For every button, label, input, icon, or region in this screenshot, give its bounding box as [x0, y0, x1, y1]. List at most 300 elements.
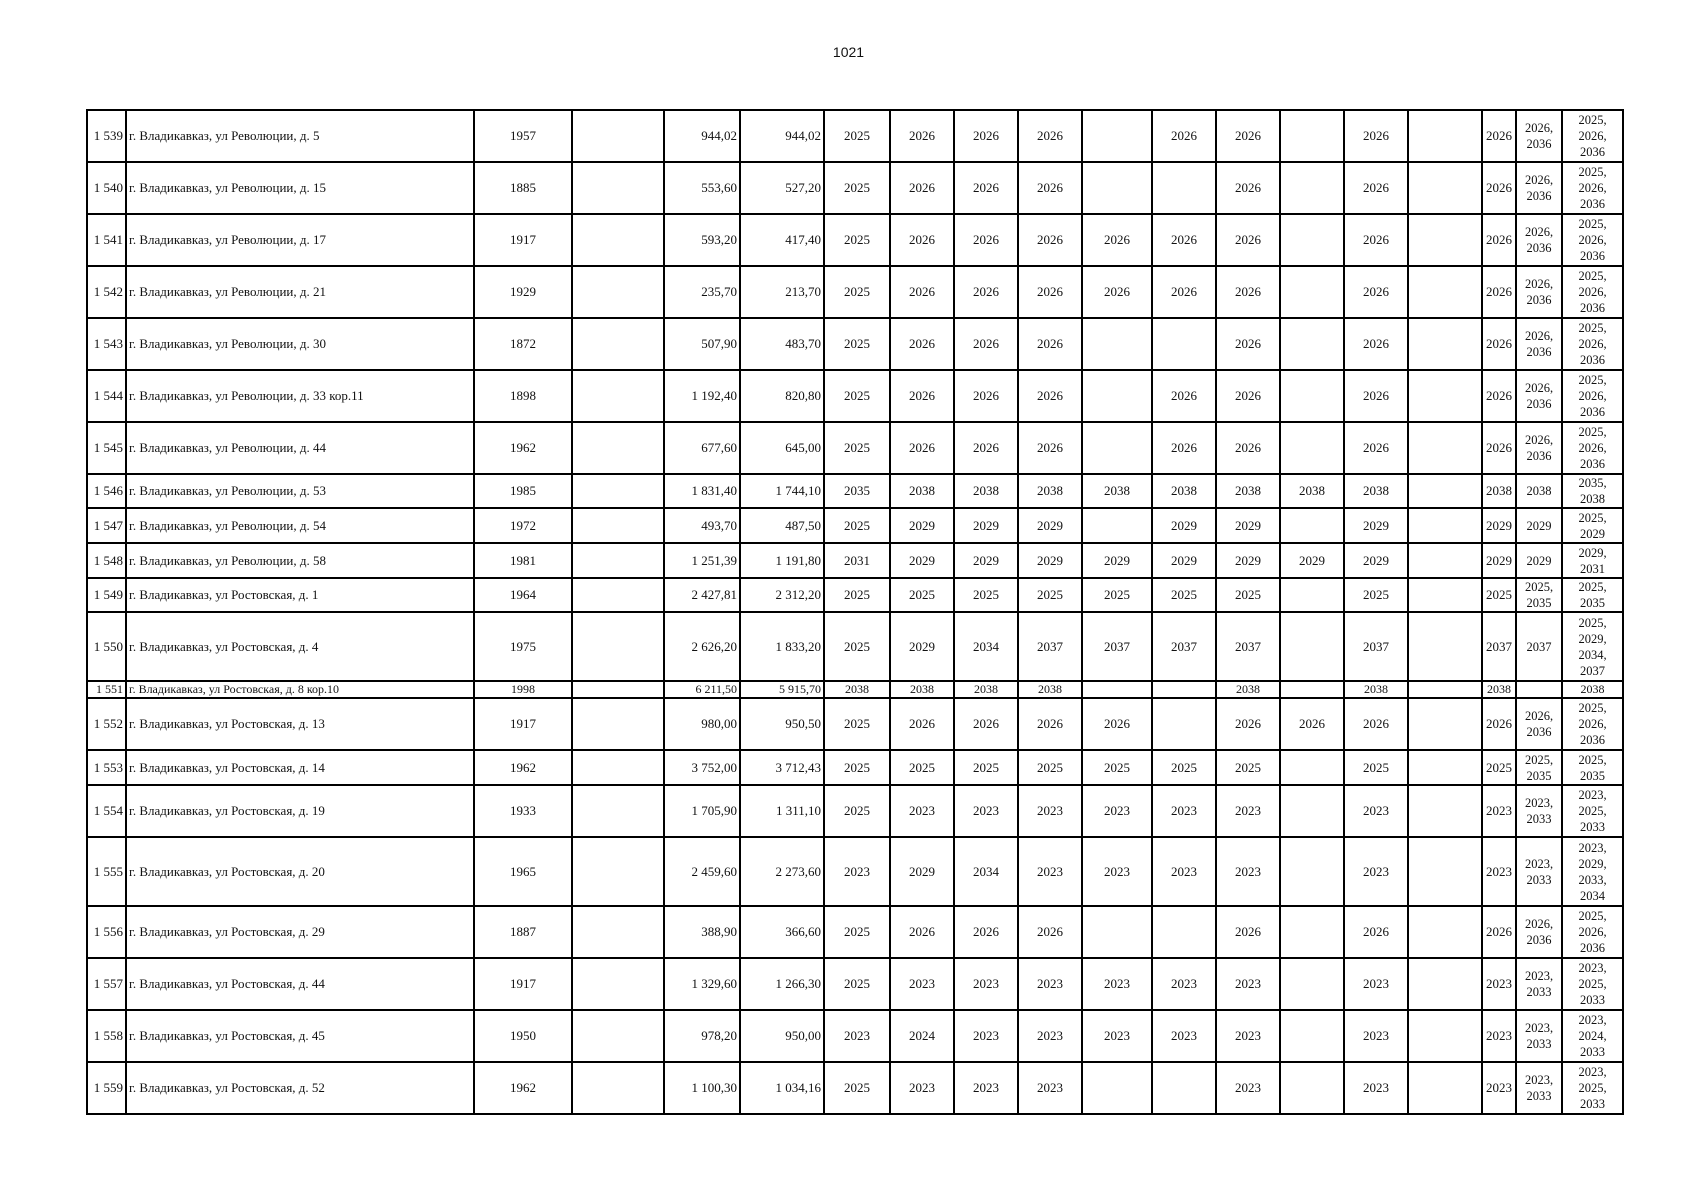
cell-year-10: [1408, 1062, 1482, 1114]
cell-year-7: 2026: [1216, 698, 1280, 750]
cell-year-8: [1280, 162, 1344, 214]
cell-year-6: 2037: [1152, 612, 1216, 681]
cell-year-2: 2026: [890, 266, 954, 318]
cell-address: г. Владикавказ, ул Революции, д. 30: [126, 318, 474, 370]
cell-year-3: 2026: [954, 214, 1018, 266]
cell-area-living: 1 034,16: [740, 1062, 824, 1114]
cell-blank: [572, 1062, 664, 1114]
cell-year-5: [1082, 906, 1152, 958]
cell-year-6: 2025: [1152, 578, 1216, 612]
cell-area-living: 527,20: [740, 162, 824, 214]
cell-blank: [572, 110, 664, 162]
table-row: [87, 508, 1623, 543]
cell-year-9: 2023: [1344, 1010, 1408, 1062]
cell-year-10: [1408, 681, 1482, 698]
cell-year-13: 2029, 2031: [1562, 543, 1623, 578]
cell-year-11: 2029: [1482, 543, 1516, 578]
cell-row-number: 1 557: [87, 958, 126, 1010]
cell-address: г. Владикавказ, ул Революции, д. 33 кор.11: [126, 370, 474, 422]
cell-year-4: 2026: [1018, 698, 1082, 750]
cell-year-built: 1962: [474, 422, 572, 474]
cell-year-8: [1280, 508, 1344, 543]
cell-blank: [572, 162, 664, 214]
cell-year-12: 2038: [1516, 474, 1562, 508]
cell-year-4: 2023: [1018, 837, 1082, 906]
cell-row-number: 1 549: [87, 578, 126, 612]
table-row: [87, 110, 1623, 162]
cell-year-3: 2025: [954, 750, 1018, 785]
cell-year-1: 2025: [824, 370, 890, 422]
cell-year-built: 1981: [474, 543, 572, 578]
cell-year-7: 2037: [1216, 612, 1280, 681]
cell-year-7: 2029: [1216, 508, 1280, 543]
cell-year-8: [1280, 266, 1344, 318]
cell-year-12: 2025, 2035: [1516, 578, 1562, 612]
cell-year-10: [1408, 214, 1482, 266]
cell-year-7: 2023: [1216, 1062, 1280, 1114]
cell-blank: [572, 508, 664, 543]
cell-row-number: 1 542: [87, 266, 126, 318]
cell-year-12: 2026, 2036: [1516, 906, 1562, 958]
cell-year-12: 2037: [1516, 612, 1562, 681]
cell-year-built: 1964: [474, 578, 572, 612]
cell-year-13: 2025, 2029: [1562, 508, 1623, 543]
cell-address: г. Владикавказ, ул Ростовская, д. 52: [126, 1062, 474, 1114]
cell-row-number: 1 544: [87, 370, 126, 422]
cell-row-number: 1 556: [87, 906, 126, 958]
cell-year-5: [1082, 110, 1152, 162]
cell-year-4: 2029: [1018, 508, 1082, 543]
table-row: [87, 837, 1623, 906]
cell-year-2: 2029: [890, 543, 954, 578]
cell-year-6: 2026: [1152, 266, 1216, 318]
cell-year-3: 2034: [954, 837, 1018, 906]
cell-year-10: [1408, 698, 1482, 750]
cell-year-9: 2026: [1344, 162, 1408, 214]
cell-year-5: [1082, 422, 1152, 474]
cell-year-5: [1082, 508, 1152, 543]
cell-year-11: 2026: [1482, 698, 1516, 750]
cell-area-living: 1 744,10: [740, 474, 824, 508]
cell-year-4: 2025: [1018, 750, 1082, 785]
table-row: [87, 958, 1623, 1010]
cell-year-8: [1280, 958, 1344, 1010]
cell-year-2: 2026: [890, 162, 954, 214]
cell-year-10: [1408, 612, 1482, 681]
cell-year-7: 2023: [1216, 958, 1280, 1010]
cell-year-13: 2035, 2038: [1562, 474, 1623, 508]
cell-year-7: 2026: [1216, 266, 1280, 318]
cell-year-9: 2023: [1344, 837, 1408, 906]
cell-year-2: 2038: [890, 681, 954, 698]
cell-year-5: 2025: [1082, 750, 1152, 785]
cell-year-3: 2038: [954, 474, 1018, 508]
cell-year-8: [1280, 837, 1344, 906]
cell-blank: [572, 681, 664, 698]
cell-year-4: 2026: [1018, 162, 1082, 214]
cell-year-4: 2026: [1018, 422, 1082, 474]
cell-area-total: 1 831,40: [664, 474, 740, 508]
cell-year-1: 2025: [824, 266, 890, 318]
cell-year-10: [1408, 422, 1482, 474]
cell-year-10: [1408, 508, 1482, 543]
cell-year-4: 2023: [1018, 785, 1082, 837]
cell-year-5: 2038: [1082, 474, 1152, 508]
cell-year-10: [1408, 162, 1482, 214]
cell-year-1: 2025: [824, 578, 890, 612]
cell-address: г. Владикавказ, ул Революции, д. 15: [126, 162, 474, 214]
cell-area-total: 593,20: [664, 214, 740, 266]
cell-year-built: 1885: [474, 162, 572, 214]
cell-year-12: 2026, 2036: [1516, 110, 1562, 162]
cell-address: г. Владикавказ, ул Ростовская, д. 44: [126, 958, 474, 1010]
cell-row-number: 1 539: [87, 110, 126, 162]
cell-year-7: 2023: [1216, 785, 1280, 837]
cell-year-12: 2026, 2036: [1516, 370, 1562, 422]
cell-year-4: 2025: [1018, 578, 1082, 612]
cell-year-6: [1152, 162, 1216, 214]
cell-address: г. Владикавказ, ул Революции, д. 53: [126, 474, 474, 508]
cell-year-13: 2025, 2026, 2036: [1562, 214, 1623, 266]
cell-year-10: [1408, 110, 1482, 162]
cell-year-12: 2029: [1516, 543, 1562, 578]
cell-year-11: 2026: [1482, 214, 1516, 266]
cell-year-12: 2023, 2033: [1516, 1010, 1562, 1062]
cell-year-5: 2025: [1082, 578, 1152, 612]
cell-year-built: 1957: [474, 110, 572, 162]
cell-area-total: 2 427,81: [664, 578, 740, 612]
table-row: [87, 422, 1623, 474]
cell-blank: [572, 318, 664, 370]
cell-year-built: 1962: [474, 1062, 572, 1114]
cell-area-living: 213,70: [740, 266, 824, 318]
cell-address: г. Владикавказ, ул Революции, д. 17: [126, 214, 474, 266]
cell-blank: [572, 785, 664, 837]
cell-year-7: 2025: [1216, 578, 1280, 612]
cell-row-number: 1 550: [87, 612, 126, 681]
cell-year-9: 2026: [1344, 698, 1408, 750]
cell-area-living: 1 311,10: [740, 785, 824, 837]
cell-year-3: 2023: [954, 1010, 1018, 1062]
cell-area-total: 1 192,40: [664, 370, 740, 422]
cell-year-1: 2025: [824, 110, 890, 162]
cell-year-5: 2026: [1082, 698, 1152, 750]
cell-year-9: 2026: [1344, 370, 1408, 422]
cell-year-4: 2026: [1018, 266, 1082, 318]
cell-year-9: 2025: [1344, 578, 1408, 612]
cell-year-12: [1516, 681, 1562, 698]
cell-year-12: 2026, 2036: [1516, 162, 1562, 214]
cell-year-2: 2026: [890, 698, 954, 750]
cell-year-1: 2025: [824, 698, 890, 750]
cell-year-13: 2023, 2025, 2033: [1562, 1062, 1623, 1114]
table-row: [87, 785, 1623, 837]
cell-year-1: 2031: [824, 543, 890, 578]
table-row: [87, 698, 1623, 750]
cell-blank: [572, 543, 664, 578]
cell-area-total: 6 211,50: [664, 681, 740, 698]
cell-year-built: 1965: [474, 837, 572, 906]
cell-year-10: [1408, 906, 1482, 958]
cell-year-1: 2025: [824, 1062, 890, 1114]
cell-year-3: 2026: [954, 698, 1018, 750]
cell-area-living: 950,00: [740, 1010, 824, 1062]
cell-blank: [572, 906, 664, 958]
cell-year-2: 2026: [890, 906, 954, 958]
table-row: [87, 162, 1623, 214]
cell-year-9: 2038: [1344, 681, 1408, 698]
cell-year-12: 2023, 2033: [1516, 1062, 1562, 1114]
cell-year-7: 2038: [1216, 474, 1280, 508]
cell-year-2: 2023: [890, 1062, 954, 1114]
cell-year-5: 2023: [1082, 958, 1152, 1010]
cell-year-11: 2026: [1482, 110, 1516, 162]
cell-year-13: 2025, 2026, 2036: [1562, 422, 1623, 474]
cell-year-1: 2025: [824, 422, 890, 474]
cell-year-9: 2038: [1344, 474, 1408, 508]
cell-address: г. Владикавказ, ул Ростовская, д. 19: [126, 785, 474, 837]
cell-year-3: 2034: [954, 612, 1018, 681]
cell-area-total: 1 329,60: [664, 958, 740, 1010]
table-row: [87, 543, 1623, 578]
cell-year-8: [1280, 1010, 1344, 1062]
cell-year-1: 2038: [824, 681, 890, 698]
cell-blank: [572, 214, 664, 266]
cell-year-built: 1887: [474, 906, 572, 958]
cell-area-total: 1 251,39: [664, 543, 740, 578]
cell-year-11: 2026: [1482, 266, 1516, 318]
cell-year-13: 2025, 2035: [1562, 578, 1623, 612]
cell-year-11: 2025: [1482, 750, 1516, 785]
cell-year-5: 2037: [1082, 612, 1152, 681]
cell-year-7: 2026: [1216, 422, 1280, 474]
cell-year-12: 2026, 2036: [1516, 698, 1562, 750]
cell-row-number: 1 559: [87, 1062, 126, 1114]
cell-year-4: 2023: [1018, 1010, 1082, 1062]
cell-year-13: 2023, 2024, 2033: [1562, 1010, 1623, 1062]
cell-year-6: 2026: [1152, 422, 1216, 474]
cell-year-11: 2026: [1482, 162, 1516, 214]
cell-year-1: 2025: [824, 750, 890, 785]
cell-blank: [572, 698, 664, 750]
cell-year-8: [1280, 612, 1344, 681]
cell-area-living: 2 312,20: [740, 578, 824, 612]
cell-year-12: 2026, 2036: [1516, 266, 1562, 318]
cell-year-6: 2026: [1152, 370, 1216, 422]
cell-year-4: 2026: [1018, 906, 1082, 958]
cell-year-2: 2026: [890, 318, 954, 370]
cell-year-4: 2038: [1018, 681, 1082, 698]
cell-year-8: [1280, 750, 1344, 785]
table-row: [87, 214, 1623, 266]
cell-year-6: 2023: [1152, 785, 1216, 837]
cell-year-1: 2025: [824, 958, 890, 1010]
table-row: [87, 681, 1623, 698]
cell-year-13: 2025, 2026, 2036: [1562, 698, 1623, 750]
cell-area-total: 980,00: [664, 698, 740, 750]
cell-year-1: 2025: [824, 785, 890, 837]
cell-year-12: 2023, 2033: [1516, 785, 1562, 837]
cell-address: г. Владикавказ, ул Ростовская, д. 8 кор.10: [126, 681, 474, 698]
cell-year-11: 2023: [1482, 837, 1516, 906]
cell-area-living: 645,00: [740, 422, 824, 474]
cell-year-5: 2023: [1082, 837, 1152, 906]
cell-year-2: 2038: [890, 474, 954, 508]
cell-area-total: 2 626,20: [664, 612, 740, 681]
cell-year-9: 2023: [1344, 958, 1408, 1010]
cell-year-13: 2023, 2029, 2033, 2034: [1562, 837, 1623, 906]
cell-year-9: 2026: [1344, 318, 1408, 370]
cell-year-5: 2026: [1082, 266, 1152, 318]
table-row: [87, 750, 1623, 785]
cell-year-1: 2025: [824, 162, 890, 214]
cell-year-5: 2029: [1082, 543, 1152, 578]
cell-blank: [572, 578, 664, 612]
cell-year-3: 2026: [954, 318, 1018, 370]
cell-year-4: 2026: [1018, 110, 1082, 162]
cell-year-3: 2025: [954, 578, 1018, 612]
cell-year-11: 2037: [1482, 612, 1516, 681]
cell-year-3: 2029: [954, 508, 1018, 543]
cell-year-7: 2025: [1216, 750, 1280, 785]
cell-year-13: 2023, 2025, 2033: [1562, 958, 1623, 1010]
cell-year-10: [1408, 578, 1482, 612]
cell-year-11: 2026: [1482, 318, 1516, 370]
cell-year-3: 2023: [954, 958, 1018, 1010]
cell-year-9: 2037: [1344, 612, 1408, 681]
cell-area-living: 2 273,60: [740, 837, 824, 906]
table-row: [87, 612, 1623, 681]
cell-area-total: 507,90: [664, 318, 740, 370]
cell-year-6: [1152, 698, 1216, 750]
cell-year-13: 2025, 2026, 2036: [1562, 266, 1623, 318]
cell-year-11: 2026: [1482, 370, 1516, 422]
cell-year-built: 1872: [474, 318, 572, 370]
cell-year-2: 2026: [890, 110, 954, 162]
cell-year-1: 2025: [824, 508, 890, 543]
cell-year-built: 1972: [474, 508, 572, 543]
cell-year-7: 2023: [1216, 1010, 1280, 1062]
cell-area-total: 1 705,90: [664, 785, 740, 837]
cell-year-12: 2023, 2033: [1516, 958, 1562, 1010]
cell-year-2: 2023: [890, 958, 954, 1010]
cell-year-13: 2025, 2035: [1562, 750, 1623, 785]
cell-year-9: 2023: [1344, 785, 1408, 837]
cell-year-4: 2023: [1018, 1062, 1082, 1114]
cell-year-12: 2026, 2036: [1516, 422, 1562, 474]
cell-year-5: 2023: [1082, 1010, 1152, 1062]
cell-area-total: 235,70: [664, 266, 740, 318]
cell-year-5: 2026: [1082, 214, 1152, 266]
cell-year-built: 1962: [474, 750, 572, 785]
cell-row-number: 1 545: [87, 422, 126, 474]
cell-address: г. Владикавказ, ул Революции, д. 54: [126, 508, 474, 543]
cell-row-number: 1 540: [87, 162, 126, 214]
cell-area-total: 3 752,00: [664, 750, 740, 785]
cell-year-1: 2025: [824, 318, 890, 370]
cell-year-11: 2025: [1482, 578, 1516, 612]
cell-year-8: [1280, 681, 1344, 698]
cell-area-living: 820,80: [740, 370, 824, 422]
cell-year-13: 2025, 2026, 2036: [1562, 906, 1623, 958]
cell-year-10: [1408, 370, 1482, 422]
cell-address: г. Владикавказ, ул Ростовская, д. 14: [126, 750, 474, 785]
cell-year-1: 2025: [824, 906, 890, 958]
table-row: [87, 474, 1623, 508]
cell-row-number: 1 546: [87, 474, 126, 508]
cell-year-6: [1152, 1062, 1216, 1114]
cell-year-6: 2025: [1152, 750, 1216, 785]
cell-year-10: [1408, 837, 1482, 906]
cell-year-2: 2029: [890, 508, 954, 543]
cell-address: г. Владикавказ, ул Революции, д. 5: [126, 110, 474, 162]
cell-year-13: 2025, 2026, 2036: [1562, 110, 1623, 162]
cell-year-built: 1917: [474, 214, 572, 266]
cell-year-12: 2026, 2036: [1516, 214, 1562, 266]
cell-address: г. Владикавказ, ул Ростовская, д. 1: [126, 578, 474, 612]
cell-year-built: 1917: [474, 698, 572, 750]
cell-year-5: [1082, 318, 1152, 370]
cell-year-12: 2029: [1516, 508, 1562, 543]
cell-year-2: 2026: [890, 214, 954, 266]
cell-year-8: [1280, 1062, 1344, 1114]
cell-year-6: 2029: [1152, 508, 1216, 543]
cell-year-5: 2023: [1082, 785, 1152, 837]
cell-year-5: [1082, 162, 1152, 214]
cell-address: г. Владикавказ, ул Ростовская, д. 13: [126, 698, 474, 750]
cell-year-8: [1280, 578, 1344, 612]
cell-blank: [572, 837, 664, 906]
page-number: 1021: [832, 44, 865, 60]
cell-year-1: 2035: [824, 474, 890, 508]
cell-year-10: [1408, 1010, 1482, 1062]
cell-address: г. Владикавказ, ул Ростовская, д. 4: [126, 612, 474, 681]
cell-area-living: 366,60: [740, 906, 824, 958]
cell-row-number: 1 553: [87, 750, 126, 785]
cell-year-9: 2026: [1344, 110, 1408, 162]
table-row: [87, 318, 1623, 370]
cell-year-3: 2038: [954, 681, 1018, 698]
cell-year-4: 2026: [1018, 318, 1082, 370]
cell-address: г. Владикавказ, ул Революции, д. 21: [126, 266, 474, 318]
cell-year-7: 2026: [1216, 370, 1280, 422]
cell-year-6: 2026: [1152, 110, 1216, 162]
cell-year-11: 2023: [1482, 1062, 1516, 1114]
cell-year-2: 2029: [890, 837, 954, 906]
cell-year-4: 2023: [1018, 958, 1082, 1010]
cell-year-6: 2026: [1152, 214, 1216, 266]
cell-year-2: 2025: [890, 578, 954, 612]
cell-year-built: 1985: [474, 474, 572, 508]
cell-blank: [572, 1010, 664, 1062]
cell-year-11: 2029: [1482, 508, 1516, 543]
cell-year-8: 2038: [1280, 474, 1344, 508]
cell-blank: [572, 958, 664, 1010]
cell-year-6: 2023: [1152, 1010, 1216, 1062]
cell-year-10: [1408, 318, 1482, 370]
table-row: [87, 578, 1623, 612]
cell-area-living: 483,70: [740, 318, 824, 370]
cell-year-7: 2029: [1216, 543, 1280, 578]
cell-year-10: [1408, 750, 1482, 785]
cell-area-living: 1 191,80: [740, 543, 824, 578]
cell-area-living: 417,40: [740, 214, 824, 266]
cell-area-living: 487,50: [740, 508, 824, 543]
cell-year-8: 2029: [1280, 543, 1344, 578]
cell-year-10: [1408, 266, 1482, 318]
cell-address: г. Владикавказ, ул Ростовская, д. 45: [126, 1010, 474, 1062]
cell-year-13: 2025, 2026, 2036: [1562, 318, 1623, 370]
